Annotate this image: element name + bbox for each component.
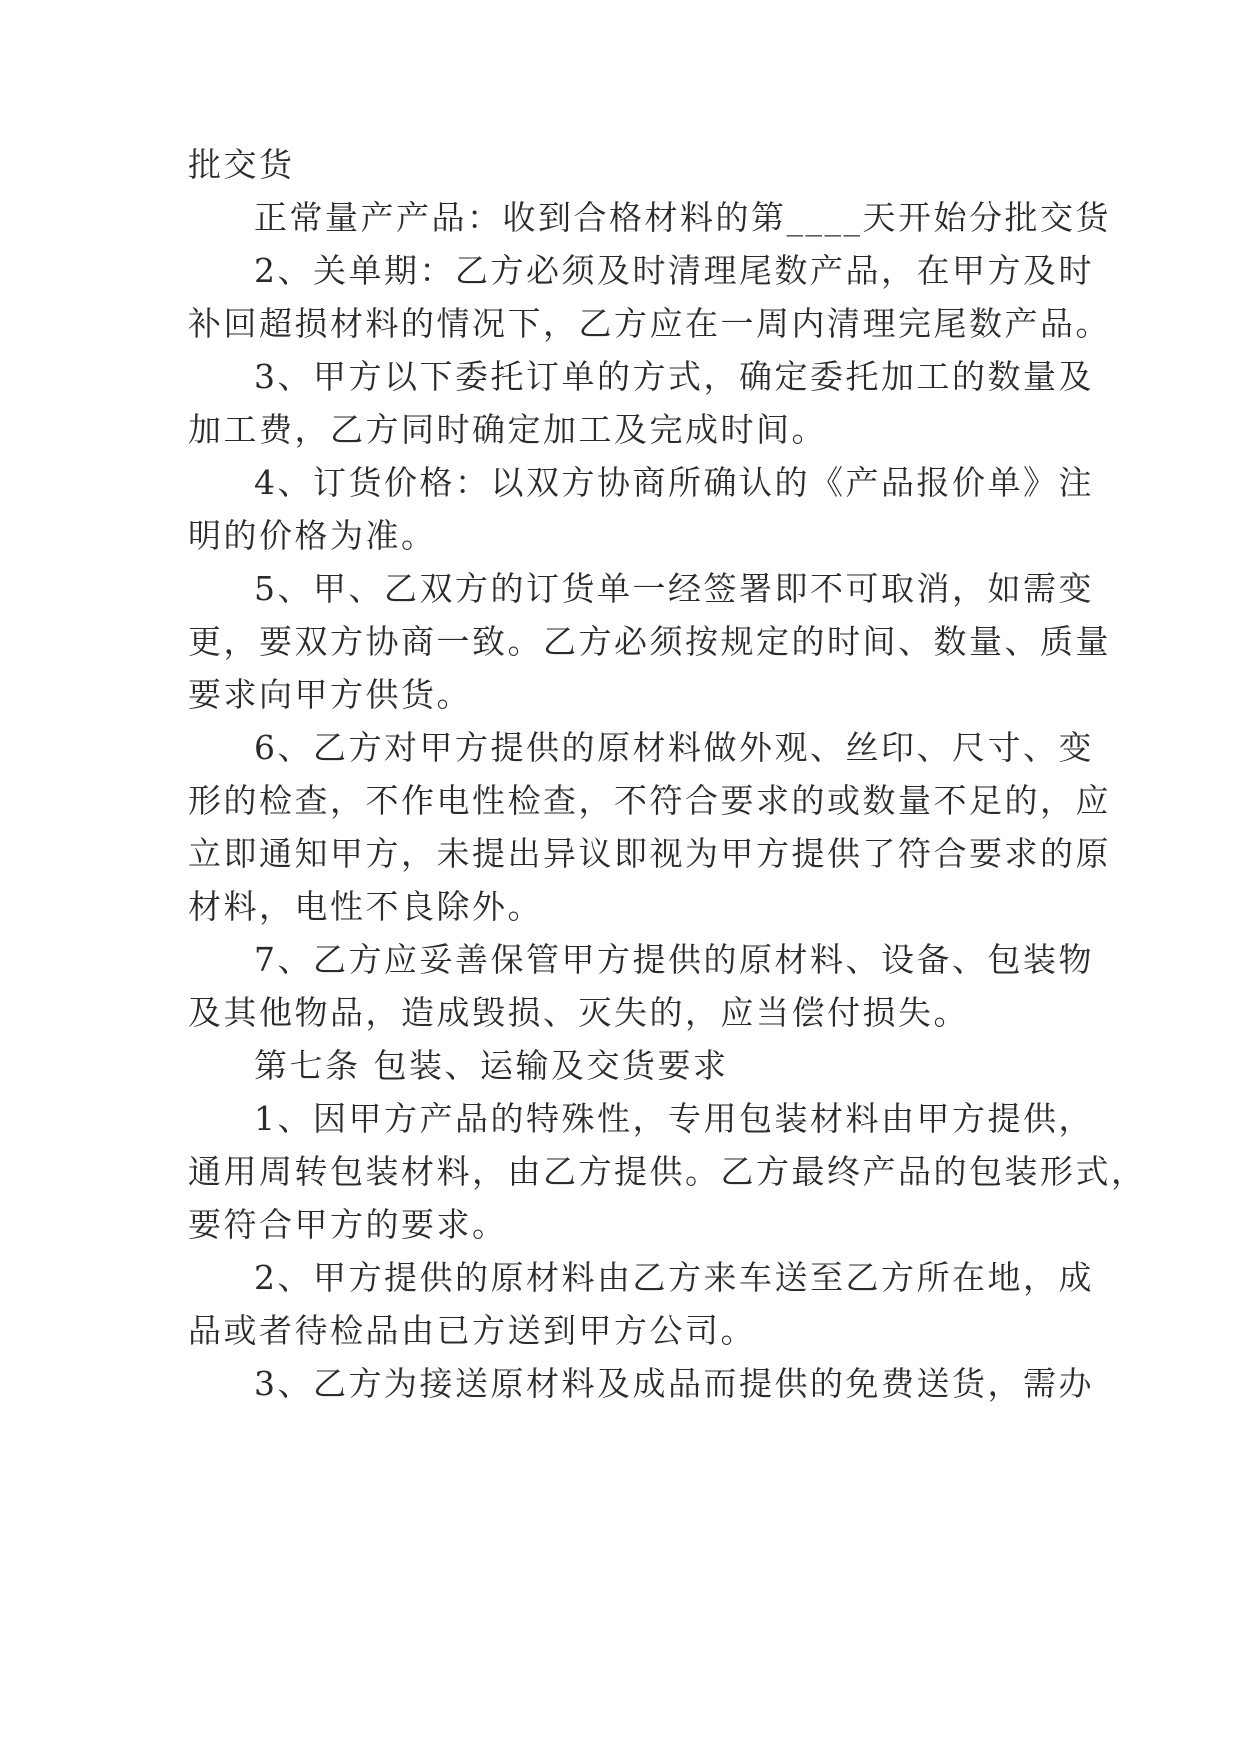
text-line: 材料，电性不良除外。 <box>188 887 543 926</box>
text-line: 形的检查，不作电性检查，不符合要求的或数量不足的，应 <box>188 781 1111 820</box>
text-line: 5、甲、乙双方的订货单一经签署即不可取消，如需变 <box>254 569 1094 608</box>
text-line: 品或者待检品由已方送到甲方公司。 <box>188 1311 756 1350</box>
text-line: 3、甲方以下委托订单的方式，确定委托加工的数量及 <box>254 357 1094 396</box>
text-line: 7、乙方应妥善保管甲方提供的原材料、设备、包装物 <box>254 940 1094 979</box>
text-line: 要符合甲方的要求。 <box>188 1205 508 1244</box>
text-line: 立即通知甲方，未提出异议即视为甲方提供了符合要求的原 <box>188 834 1111 873</box>
text-line: 通用周转包装材料，由乙方提供。乙方最终产品的包装形式， <box>188 1152 1147 1191</box>
text-line: 正常量产产品：收到合格材料的第____天开始分批交货 <box>254 198 1111 237</box>
section-heading: 第七条 包装、运输及交货要求 <box>254 1046 729 1085</box>
text-line: 2、甲方提供的原材料由乙方来车送至乙方所在地，成 <box>254 1258 1094 1297</box>
text-line: 3、乙方为接送原材料及成品而提供的免费送货，需办 <box>254 1364 1094 1403</box>
text-line: 加工费，乙方同时确定加工及完成时间。 <box>188 410 827 449</box>
text-line: 及其他物品，造成毁损、灭失的，应当偿付损失。 <box>188 993 969 1032</box>
text-line: 6、乙方对甲方提供的原材料做外观、丝印、尺寸、变 <box>254 728 1094 767</box>
text-line: 要求向甲方供货。 <box>188 675 472 714</box>
text-line: 明的价格为准。 <box>188 516 437 555</box>
text-line: 更，要双方协商一致。乙方必须按规定的时间、数量、质量 <box>188 622 1111 661</box>
text-line: 1、因甲方产品的特殊性，专用包装材料由甲方提供， <box>254 1099 1094 1138</box>
text-line: 补回超损材料的情况下，乙方应在一周内清理完尾数产品。 <box>188 304 1111 343</box>
text-line: 2、关单期：乙方必须及时清理尾数产品，在甲方及时 <box>254 251 1094 290</box>
text-line: 批交货 <box>188 145 295 184</box>
text-line: 4、订货价格：以双方协商所确认的《产品报价单》注 <box>254 463 1094 502</box>
